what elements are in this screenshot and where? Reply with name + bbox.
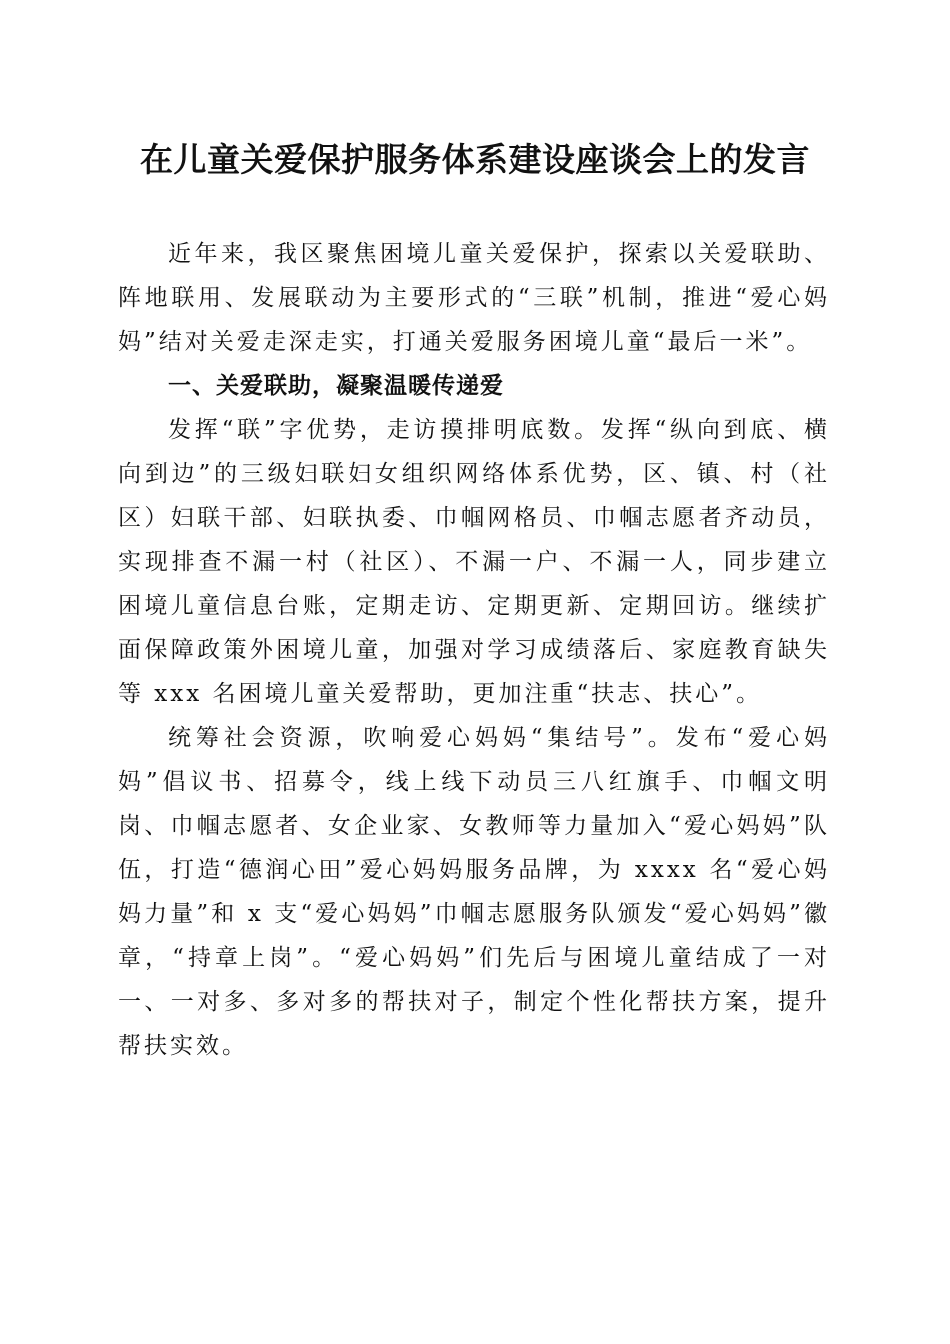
section-heading: 一、关爱联助，凝聚温暖传递爱 [168,373,504,399]
intro-paragraph: 近年来，我区聚焦困境儿童关爱保护，探索以关爱联助、阵地联用、发展联动为主要形式的“三联”机制，推进“爱心妈妈”结对关爱走深走实，打通关爱服务困境儿童“最后一米”。 [118,241,830,355]
document-title: 在儿童关爱保护服务体系建设座谈会上的发言 [140,140,810,179]
body-paragraph: 统筹社会资源，吹响爱心妈妈“集结号”。发布“爱心妈妈”倡议书、招募令，线上线下动员三八红旗手、巾帼文明岗、巾帼志愿者、女企业家、女教师等力量加入“爱心妈妈”队伍，打造“德润心田”爱心妈妈服务品牌，为 xxxx 名“爱心妈妈力量”和 x 支“爱心妈妈”巾帼志愿服务队颁发“爱心妈妈”徽章，“持章上岗”。“爱心妈妈”们先后与困境儿童结成了一对一、一对多、多对多的帮扶对子，制定个性化帮扶方案，提升帮扶实效。 [118,725,830,1059]
body-paragraph: 发挥“联”字优势，走访摸排明底数。发挥“纵向到底、横向到边”的三级妇联妇女组织网络体系优势，区、镇、村（社区）妇联干部、妇联执委、巾帼网格员、巾帼志愿者齐动员，实现排查不漏一村（社区）、不漏一户、不漏一人，同步建立困境儿童信息台账，定期走访、定期更新、定期回访。继续扩面保障政策外困境儿童，加强对学习成绩落后、家庭教育缺失等 xxx 名困境儿童关爱帮助，更加注重“扶志、扶心”。 [118,417,830,707]
document-body [118,232,830,1068]
